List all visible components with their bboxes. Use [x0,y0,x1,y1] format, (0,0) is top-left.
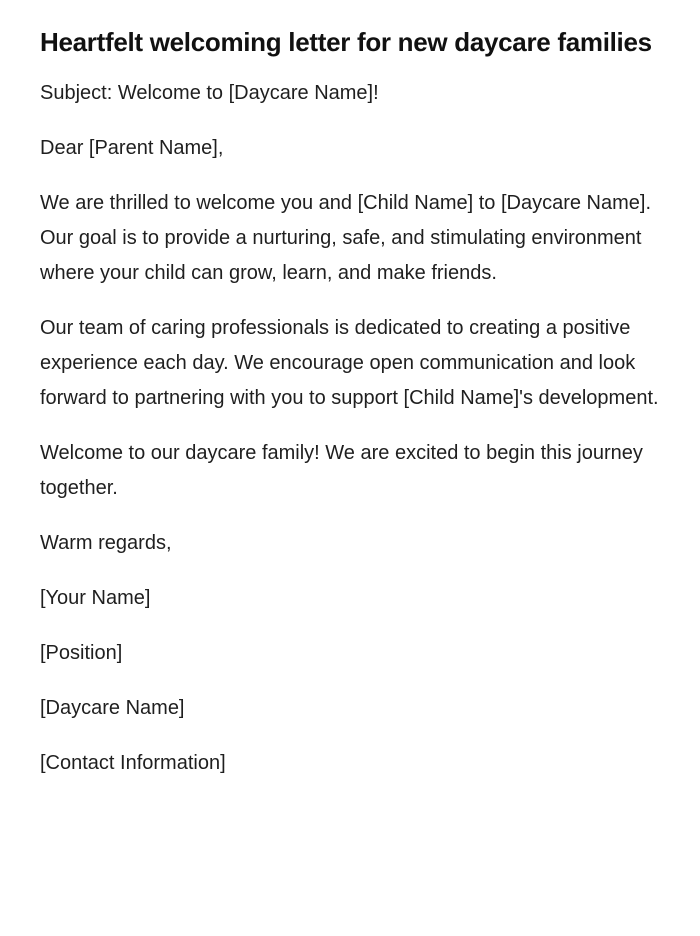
body-paragraph-2: Our team of caring professionals is dedicated to creating a positive experience each day. We encourage open communication and look forward to partnering with you to support [Child Name]'s development. [40,317,659,409]
signature-daycare: [Daycare Name] [40,697,185,719]
body-paragraph-1: We are thrilled to welcome you and [Child Name] to [Daycare Name]. Our goal is to provide a nurturing, safe, and stimulating environment where your child can grow, learn, and make friends. [40,192,652,284]
signature-position: [Position] [40,642,123,664]
salutation: Dear [Parent Name], [40,137,224,159]
body-paragraph-3: Welcome to our daycare family! We are excited to begin this journey together. [40,442,643,499]
closing: Warm regards, [40,532,172,554]
signature-contact: [Contact Information] [40,752,226,774]
signature-name: [Your Name] [40,587,151,609]
page-title: Heartfelt welcoming letter for new daycare families [40,27,652,57]
subject-line: Subject: Welcome to [Daycare Name]! [40,82,379,104]
